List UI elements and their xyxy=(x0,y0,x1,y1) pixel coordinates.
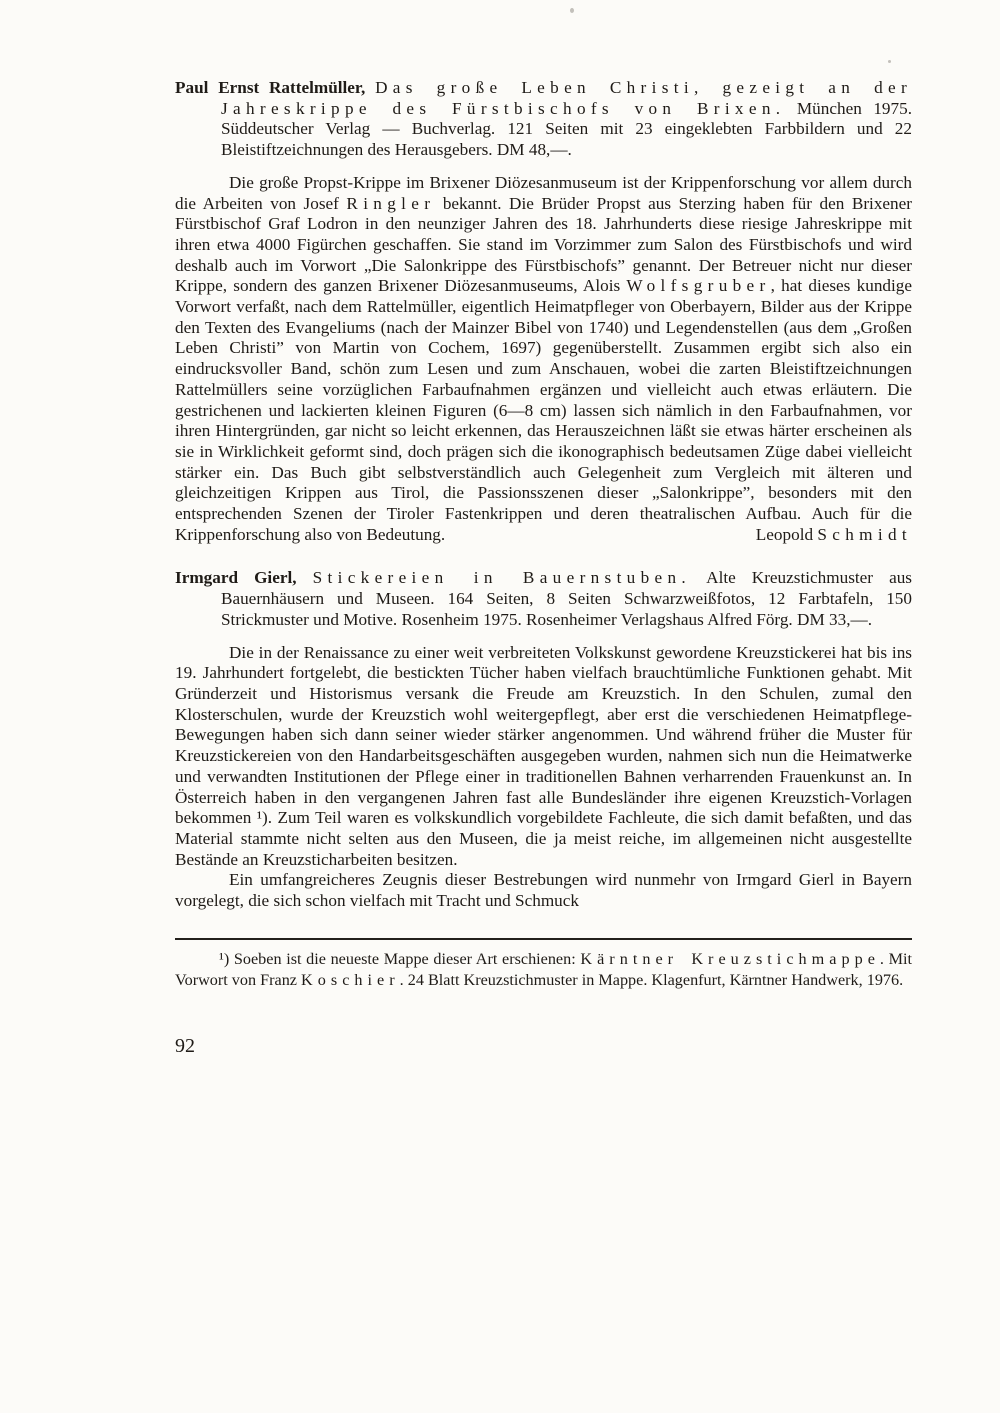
review-paragraph xyxy=(175,643,912,871)
text-run-normal: Die in der Renaissance zu einer weit verbreiteten Volkskunst gewordene Kreuzstickerei hat bis ins 19. Jahrhundert fortgelebt, die bestickten Tücher haben vielfach brauchtümliche Funktionen gehabt. Mit Gründerzeit und Historismus versank die Freude am Kreuzstich. In den Schulen, zumal den Klosterschulen, wurde der Kreuzstich wohl weitergepflegt, aber erst die verschiedenen Heimatpflege-Bewegungen haben sich dann seiner wieder stärker angenommen. Und während früher die Muster für Kreuzstickereien von den Handarbeitsgeschäften ausgegeben wurden, nahmen sich nun die Heimatwerke und verwandten Institutionen der Pflege einer in traditionellen Bahnen verharrenden Frauenkunst an. In Österreich haben in den vergangenen Jahren fast alle Bundesländer ihre eigenen Kreuzstich-Vorlagen bekommen ¹). Zum Teil waren es volkskundlich vorgebildete Fachleute, die sich damit befaßten, und das Material stammte nicht selten aus den Museen, die ja meist reiche, im allgemeinen nicht ausgestellte Bestände an Kreuzsticharbeiten besitzen. xyxy=(175,642,912,869)
review-heading xyxy=(175,568,912,630)
text-run-normal: bekannt. Die Brüder Propst aus Sterzing haben für den Brixener Fürstbischof Graf Lodron in den neunziger Jahren des 18. Jahrhunderts diese riesige Jahreskrippe mit ihren etwa 4000 Figürchen geschaffen. Sie stand im Vorzimmer zum Salon des Fürstbischofs und wird deshalb auch im Vorwort „Die Salonkrippe des Fürstbischofs” genannt. Der Betreuer nicht nur dieser Krippe, sondern des ganzen Brixener Diözesanmuseums, Alois xyxy=(175,193,912,296)
text-run-bold: Paul Ernst Rattelmüller, xyxy=(175,78,376,97)
text-run-normal: Leopold xyxy=(755,524,818,544)
text-run-normal: . Mit Vorwort von Franz xyxy=(175,949,913,989)
text-run-sperr: Koschier xyxy=(301,970,400,989)
text-run-normal: ¹) Soeben ist die neueste Mappe dieser Art erschienen: xyxy=(219,949,581,968)
text-run-sperr: Schmidt xyxy=(817,524,912,544)
review-gierl xyxy=(175,568,912,911)
text-run-normal: , hat dieses kundige Vorwort verfaßt, nach dem Rattelmüller, eigentlich Heimatpfleger von Oberbayern, Bilder aus der Krippe den Texten des Evangeliums (nach der Mainzer Bibel von 1740) und Legendenstellen (aus dem „Großen Leben Christi” von Martin von Cochem, 1697) gegenüberstellt. Zusammen ergibt sich also ein eindrucksvoller Band, schön zum Lesen und zum Anschauen, wobei die zarten Bleistiftzeichnungen Rattelmüllers seine vorzüglichen Farbaufnahmen ergänzen und vielleicht auch etwas erläutern. Die gestrichenen und lackierten kleinen Figuren (6—8 cm) lassen sich nämlich in den Farbaufnahmen, vor ihren Hintergründen, gar nicht so leicht erkennen, das Herauszeichnen läßt sie etwas härter erscheinen als sie in Wirklichkeit geformt sind, doch prägen sich die ikonographisch bedeutsamen Züge dabei vielleicht stärker ein. Das Buch gibt selbstverständlich auch Gelegenheit zum Vergleich mit älteren und gleichzeitigen Krippen aus Tirol, die Passionsszenen dieser „Salonkrippe”, besonders mit den entsprechenden Szenen der Tiroler Fastenkrippen und deren theatralischen Aufbau. Auch für die Krippenforschung also von Bedeutung. xyxy=(175,276,913,544)
scan-speck xyxy=(888,60,891,63)
text-run-sperr: Das große Leben Christi, gezeigt an der Jahreskrippe des Fürstbischofs von Brixen. xyxy=(221,78,913,118)
text-run-sperr: Ringler xyxy=(346,193,436,213)
review-body-text xyxy=(175,173,912,544)
footnote-divider xyxy=(175,938,912,940)
text-run-normal: Ein umfangreicheres Zeugnis dieser Bestrebungen wird nunmehr von Irmgard Gierl in Bayern vorgelegt, die sich schon vielfach mit Tracht und Schmuck xyxy=(175,870,912,911)
text-run-bold: Irmgard Gierl, xyxy=(175,568,313,588)
scan-speck xyxy=(570,8,574,13)
text-run-sperr: Wolfsgruber xyxy=(626,276,771,296)
review-paragraph xyxy=(175,173,912,546)
review-paragraph xyxy=(175,870,912,911)
text-run-sperr: Kärntner Kreuzstichmappe xyxy=(580,949,880,968)
review-heading xyxy=(175,78,912,161)
text-run-normal: . 24 Blatt Kreuzstichmuster in Mappe. Klagenfurt, Kärntner Handwerk, 1976. xyxy=(399,970,904,989)
text-run-normal: Die große Propst-Krippe im Brixener Diözesanmuseum ist der Krippenforschung vor allem durch die Arbeiten von Josef xyxy=(175,172,912,213)
text-run-sperr: Stickereien in Bauernstuben. xyxy=(312,568,692,588)
text-run-normal: München 1975. Süddeutscher Verlag — Buchverlag. 121 Seiten mit 23 eingeklebten Farbbildern und 22 Bleistiftzeichnungen des Herausgebers. DM 48,—. xyxy=(221,98,912,160)
text-run-normal: Alte Kreuzstichmuster aus Bauernhäusern und Museen. 164 Seiten, 8 Seiten Schwarzweißfotos, 12 Farbtafeln, 150 Strickmuster und Motive. Rosenheim 1975. Rosenheimer Verlagshaus Alfred Förg. DM 33,—. xyxy=(221,568,912,629)
text-column xyxy=(175,78,912,1057)
reviewer-signature xyxy=(756,525,912,546)
footnote xyxy=(175,949,912,991)
review-rattelmueller xyxy=(175,78,912,545)
page-number: 92 xyxy=(175,1034,195,1057)
